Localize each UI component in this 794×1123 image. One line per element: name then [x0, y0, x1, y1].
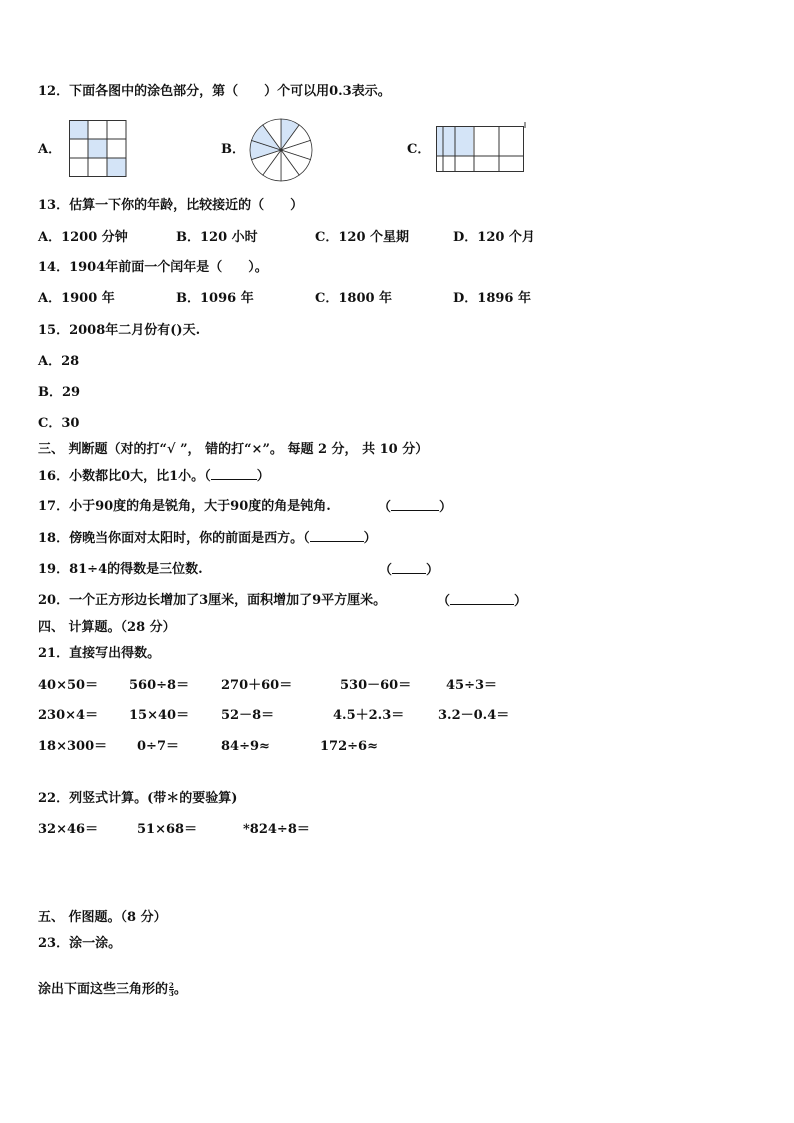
q15-option-c: C．30	[38, 416, 80, 431]
q21-expr: 560÷8＝	[129, 678, 190, 693]
q21-expr: 45÷3＝	[446, 678, 498, 693]
q19-answer: （ ）	[379, 563, 440, 578]
q19-answer-blank[interactable]	[392, 562, 426, 574]
q21-expr: 4.5＋2.3＝	[333, 708, 405, 723]
q14-option-a: A．1900 年	[38, 291, 115, 306]
q21-expr: 230×4＝	[38, 708, 99, 723]
q20-answer: （ ）	[437, 594, 528, 609]
q21-expr: 530－60＝	[340, 678, 412, 693]
q13-option-d: D．120 个月	[453, 230, 535, 245]
q23-text: 23．涂一涂。	[38, 936, 122, 951]
q23-instruction-row	[38, 982, 187, 998]
q13-option-c: C．120 个星期	[315, 230, 410, 245]
q17-text: 17．小于90度的角是锐角，大于90度的角是钝角.	[38, 499, 331, 514]
q14-text: 14．1904年前面一个闰年是（ ）。	[38, 260, 268, 275]
q14-option-c: C．1800 年	[315, 291, 393, 306]
q20-text: 20．一个正方形边长增加了3厘米，面积增加了9平方厘米。	[38, 593, 387, 608]
q14-option-b: B．1096 年	[176, 291, 254, 306]
q12-text: 12．下面各图中的涂色部分，第（ ）个可以用0.3表示。	[38, 84, 391, 99]
q19-text: 19．81÷4的得数是三位数.	[38, 562, 203, 577]
q14-option-d: D．1896 年	[453, 291, 531, 306]
q17-answer-blank[interactable]	[391, 499, 439, 511]
section-4-heading: 四、 计算题。（28 分）	[38, 620, 176, 635]
q19-row	[38, 562, 203, 578]
q21-expr: 18×300＝	[38, 739, 108, 754]
q23-end: 。	[173, 982, 187, 997]
rect-figure-c	[435, 122, 527, 174]
q21-expr: 40×50＝	[38, 678, 99, 693]
q15-option-b: B．29	[38, 385, 81, 400]
q23-instruction: 涂出下面这些三角形的	[38, 982, 169, 997]
q16-row: 16．小数都比0大，比1小。（ ）	[38, 469, 270, 484]
q12-option-b-label: B．	[221, 142, 245, 157]
q21-expr: 15×40＝	[129, 708, 190, 723]
grid-figure-a	[69, 120, 127, 177]
q21-expr: 52－8＝	[221, 708, 275, 723]
q15-text: 15．2008年二月份有()天.	[38, 323, 201, 338]
q18-text: 18．傍晚当你面对太阳时，你的前面是西方。	[38, 531, 304, 546]
fraction-numerator: 2	[169, 981, 174, 990]
q16-answer-blank[interactable]	[211, 468, 257, 480]
q12-option-c-label: C．	[407, 142, 431, 157]
q21-expr: 0÷7＝	[137, 739, 179, 754]
q16-text: 16．小数都比0大，比1小。	[38, 469, 205, 484]
section-3-heading: 三、 判断题（对的打“√ ”， 错的打“×”。 每题 2 分， 共 10 分）	[38, 442, 429, 457]
q22-text: 22．列竖式计算。(带＊的要验算)	[38, 791, 238, 806]
q21-text: 21．直接写出得数。	[38, 646, 161, 661]
q17-row	[38, 499, 331, 515]
q18-row: 18．傍晚当你面对太阳时，你的前面是西方。（ ）	[38, 531, 377, 546]
q22-expr: 51×68＝	[137, 822, 198, 837]
q21-expr: 172÷6≈	[320, 739, 378, 754]
fraction-denominator: 3	[169, 989, 174, 998]
section-5-heading: 五、 作图题。（8 分）	[38, 910, 167, 925]
shaded-cell	[70, 121, 89, 140]
shaded-cell	[88, 139, 107, 158]
q20-answer-blank[interactable]	[450, 593, 514, 605]
q18-answer-blank[interactable]	[310, 530, 364, 542]
q12-option-a-label: A．	[38, 142, 62, 157]
q22-expr: *824÷8＝	[243, 822, 310, 837]
q15-option-a: A．28	[38, 354, 80, 369]
q13-text: 13．估算一下你的年龄，比较接近的（ ）	[38, 198, 304, 213]
q13-option-a: A．1200 分钟	[38, 230, 128, 245]
q20-row	[38, 593, 386, 609]
q21-expr: 84÷9≈	[221, 739, 270, 754]
circle-figure-b	[248, 117, 314, 183]
shaded-cell	[107, 158, 126, 177]
q22-expr: 32×46＝	[38, 822, 99, 837]
q21-expr: 3.2－0.4＝	[438, 708, 510, 723]
q21-expr: 270＋60＝	[221, 678, 293, 693]
q13-option-b: B．120 小时	[176, 230, 258, 245]
q17-answer: （ ）	[378, 500, 453, 515]
